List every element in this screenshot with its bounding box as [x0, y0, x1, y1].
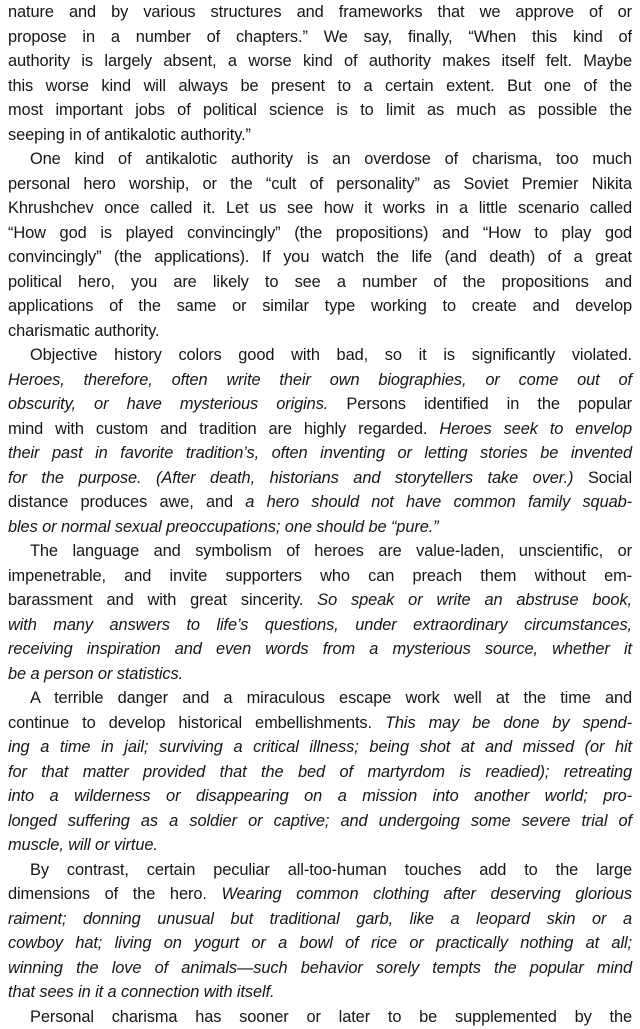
text-line	[8, 784, 632, 809]
text-line	[8, 172, 632, 197]
text-run: distance produces awe, and	[8, 493, 245, 511]
text-line	[8, 490, 632, 515]
text-line	[8, 564, 632, 589]
text-run: political hero, you are likely to see a number of the propositions and	[8, 273, 632, 291]
text-run: Objective history colors good with bad, so it is significantly violated.	[30, 346, 632, 364]
text-run: Persons identified in the popular	[328, 395, 632, 413]
text-run: personal hero worship, or the “cult of personality” as Soviet Premier Nikita	[8, 175, 632, 193]
paragraph	[8, 686, 632, 858]
text-run: most important jobs of political science is to limit as much as possible the	[8, 101, 632, 119]
text-run: Personal charisma has sooner or later to be supplemented by the	[30, 1008, 632, 1026]
text-line	[8, 882, 632, 907]
italic-run: longed suffering as a soldier or captive; and undergoing some severe trial of	[8, 812, 632, 830]
paragraph	[8, 147, 632, 343]
text-line	[8, 25, 632, 50]
text-line	[8, 833, 632, 858]
text-line	[8, 613, 632, 638]
text-line	[8, 956, 632, 981]
text-run: mind with custom and tradition are highly regarded.	[8, 420, 439, 438]
paragraph	[8, 0, 632, 147]
paragraph	[8, 1005, 632, 1029]
text-line	[8, 221, 632, 246]
italic-run: be a person or statistics.	[8, 665, 183, 683]
text-line	[8, 441, 632, 466]
italic-run: ing a time in jail; surviving a critical illness; being shot at and missed (or hit	[8, 738, 632, 756]
text-line	[8, 147, 632, 172]
text-line	[8, 980, 632, 1005]
text-line	[8, 735, 632, 760]
italic-run: for that matter provided that the bed of martyrdom is readied); retreating	[8, 763, 632, 781]
italic-run: muscle, will or virtue.	[8, 836, 158, 854]
text-line	[8, 809, 632, 834]
text-run: nature and by various structures and frameworks that we approve of or	[8, 3, 632, 21]
text-line	[8, 49, 632, 74]
text-run: convincingly” (the applications). If you watch the life (and death) of a great	[8, 248, 632, 266]
text-line	[8, 931, 632, 956]
text-run: A terrible danger and a miraculous escape work well at the time and	[30, 689, 632, 707]
italic-run: bles or normal sexual preoccupations; one should be “pure.”	[8, 518, 439, 536]
italic-run: for the purpose. (After death, historians and storytellers take over.)	[8, 469, 573, 487]
text-line	[8, 637, 632, 662]
italic-run: Wearing common clothing after deserving glorious	[221, 885, 632, 903]
italic-run: receiving inspiration and even words from a mysterious source, whether it	[8, 640, 632, 658]
text-line	[8, 686, 632, 711]
italic-run: with many answers to life’s questions, under extraordinary circumstances,	[8, 616, 632, 634]
paragraph	[8, 539, 632, 686]
italic-run: Heroes seek to envelop	[439, 420, 632, 438]
italic-run: winning the love of animals—such behavior sorely tempts the popular mind	[8, 959, 632, 977]
text-line	[8, 858, 632, 883]
text-run: Social	[573, 469, 632, 487]
text-line	[8, 196, 632, 221]
italic-run: a hero should not have common family squab-	[245, 493, 632, 511]
text-line	[8, 711, 632, 736]
text-run: barassment and with great sincerity.	[8, 591, 317, 609]
text-run: One kind of antikalotic authority is an overdose of charisma, too much	[30, 150, 632, 168]
text-line	[8, 1005, 632, 1029]
text-run: Khrushchev once called it. Let us see how it works in a little scenario called	[8, 199, 632, 217]
text-line	[8, 270, 632, 295]
text-run: continue to develop historical embellishments.	[8, 714, 385, 732]
paragraph	[8, 858, 632, 1005]
italic-run: into a wilderness or disappearing on a mission into another world; pro-	[8, 787, 632, 805]
text-run: By contrast, certain peculiar all-too-human touches add to the large	[30, 861, 632, 879]
text-line	[8, 294, 632, 319]
body-text	[8, 0, 632, 1029]
italic-run: Heroes, therefore, often write their own biographies, or come out of	[8, 371, 632, 389]
text-run: propose in a number of chapters.” We say, finally, “When this kind of	[8, 28, 632, 46]
text-run: authority is largely absent, a worse kind of authority makes itself felt. Maybe	[8, 52, 632, 70]
text-line	[8, 74, 632, 99]
text-line	[8, 760, 632, 785]
text-line	[8, 245, 632, 270]
text-line	[8, 588, 632, 613]
text-line	[8, 466, 632, 491]
text-line	[8, 392, 632, 417]
italic-run: This may be done by spend-	[385, 714, 632, 732]
text-run: The language and symbolism of heroes are value-laden, unscientific, or	[30, 542, 632, 560]
italic-run: raiment; donning unusual but traditional garb, like a leopard skin or a	[8, 910, 632, 928]
italic-run: their past in favorite tradition’s, often inventing or letting stories be invented	[8, 444, 632, 462]
text-line	[8, 539, 632, 564]
text-run: charismatic authority.	[8, 322, 159, 340]
text-run: impenetrable, and invite supporters who can preach them without em-	[8, 567, 632, 585]
text-line	[8, 515, 632, 540]
text-line	[8, 123, 632, 148]
text-line	[8, 368, 632, 393]
italic-run: obscurity, or have mysterious origins.	[8, 395, 328, 413]
italic-run: that sees in it a connection with itself.	[8, 983, 275, 1001]
text-run: “How god is played convincingly” (the propositions) and “How to play god	[8, 224, 632, 242]
text-line	[8, 343, 632, 368]
text-line	[8, 907, 632, 932]
text-run: seeping in of antikalotic authority.”	[8, 126, 251, 144]
text-line	[8, 98, 632, 123]
text-line	[8, 662, 632, 687]
italic-run: So speak or write an abstruse book,	[317, 591, 632, 609]
text-line	[8, 0, 632, 25]
text-line	[8, 319, 632, 344]
paragraph	[8, 343, 632, 539]
text-run: applications of the same or similar type working to create and develop	[8, 297, 632, 315]
text-line	[8, 417, 632, 442]
text-run: this worse kind will always be present to a certain extent. But one of the	[8, 77, 632, 95]
text-run: dimensions of the hero.	[8, 885, 221, 903]
italic-run: cowboy hat; living on yogurt or a bowl of rice or practically nothing at all;	[8, 934, 632, 952]
